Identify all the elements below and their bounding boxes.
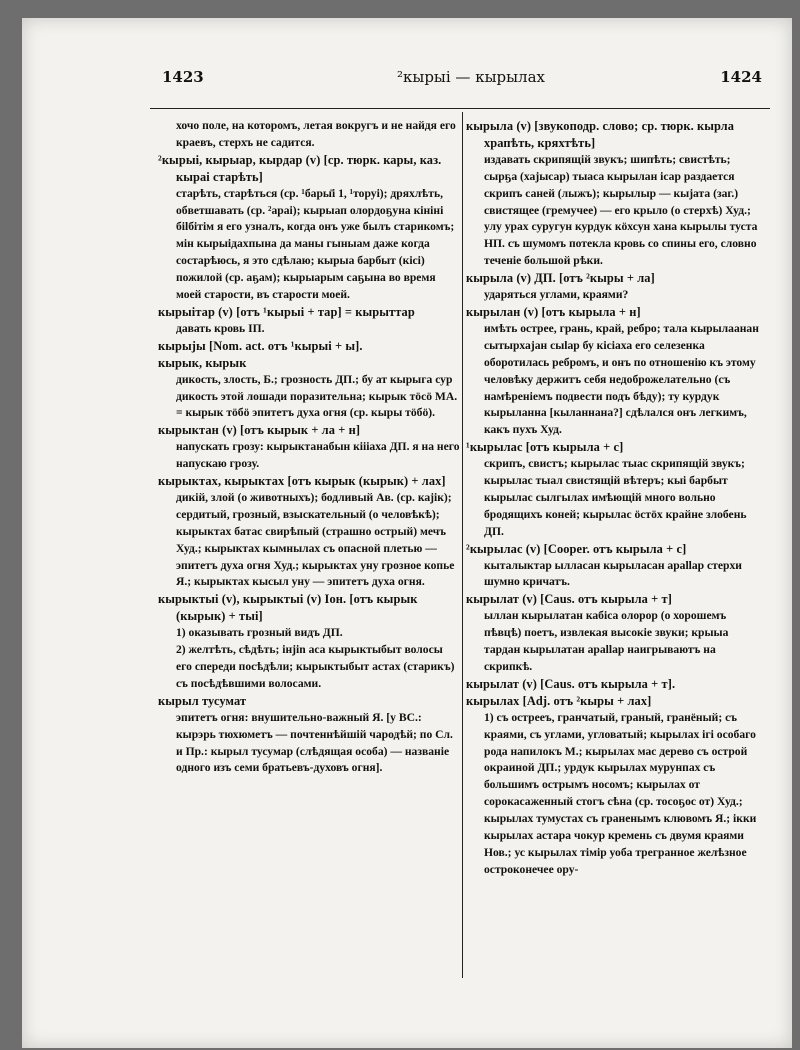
entry-definition: напускать грозу: кырыктанабын кіііаха ДП. я на него напускаю грозу. <box>176 440 460 471</box>
entry-definition: давать кровь ІП. <box>176 321 265 335</box>
dictionary-entry: кырылан (v) [отъ кырыла + н] <box>466 304 641 319</box>
dictionary-entry: кырыктан (v) [отъ кырык + ла + н] <box>158 423 361 438</box>
running-title: ²кырыі — кырылах <box>397 68 545 86</box>
dictionary-entry: кырыктах, кырыктах [отъ кырык (кырык) + лах] <box>158 474 446 489</box>
entry-definition: ударяться углами, краями? <box>484 288 629 302</box>
dictionary-entry: кырыл тусумат <box>158 693 247 708</box>
left-column <box>158 118 460 777</box>
entry-definition: эпитетъ огня: внушительно-важный Я. [у ВС.: кырэрь тюхюметъ — почтеннѣйшій чародѣй; по Сл. и Пр.: кырыл тусумар (слѣдящая особа) — названіе одного изъ семи братьевъ-духовъ огня]. <box>176 710 453 775</box>
dictionary-entry: ¹кырылас [отъ кырыла + с] <box>466 440 624 455</box>
dictionary-entry: кырылат (v) [Caus. отъ кырыла + т]. <box>466 676 676 691</box>
dictionary-entry: ²кырылас (v) [Cooper. отъ кырыла + с] <box>466 541 687 556</box>
entry-continuation: хочо поле, на которомъ, летая вокругъ и не найдя его краевъ, стерхъ не садится. <box>176 119 456 149</box>
entry-definition: дикость, злость, Б.; грозность ДП.; бу ат кырыга сур дикость этой лошади поразительна; кырык тöсö МА. = кырык тöбö эпитетъ духа огня (ср. кыры тöбö). <box>176 372 458 420</box>
dictionary-entry: кырыітар (v) [отъ ¹кырыі + тар] = кырыттар <box>158 304 415 319</box>
entry-definition: издавать скрипящій звукъ; шипѣть; свистѣть; сырҕа (хаjысар) тыаса кырылан ісар раздается скрипъ саней (лыжъ); кырылыр — кыjата (заг.) свистящее (гремучее) — его крыло (о стерхѣ) Худ.; улу урах суругун курдук кöхсун хана кырылы туста НП. съ шумомъ потекла кровь со спины его, словно теченіе большой рѣки. <box>484 152 758 268</box>
dictionary-entry: ²кырыі, кырыар, кырдар (v) [ср. тюрк. кары, каз. кырai старѣть] <box>158 152 442 184</box>
entry-definition: кыталыктар ылласан кырыласан араllар стерхи шумно кричатъ. <box>484 558 742 589</box>
entry-definition: дикій, злой (о животныхъ); бодливый Ав. (ср. каjік); сердитый, грозный, взыскательный (о человѣкѣ); кырыктах батас свирѣпый (страшно острый) мечъ Худ.; кырыктах кымнылах съ опасной плетью — эпитетъ духа огня Худ.; кырыктах уну грозное копье Я.; кырыктах кысыл уну — эпитетъ духа огня. <box>176 490 455 589</box>
entry-definition: ыллан кырылатан кабіса олорор (о хорошемъ пѣвцѣ) поетъ, извлекая высокіе звуки; крыыа тардан кырылатан араllар наигрываютъ на скрипкѣ. <box>484 609 729 673</box>
header-rule <box>150 108 770 109</box>
entry-sense: 1) оказывать грозный видъ ДП. <box>176 626 343 640</box>
dictionary-entry: кырыjы [Nom. act. отъ ¹кырыі + ы]. <box>158 338 363 353</box>
dictionary-entry: кырык, кырык <box>158 355 247 370</box>
dictionary-entry: кырыктыі (v), кырыктыі (v) Іон. [отъ кырык (кырык) + тыі] <box>158 592 418 624</box>
page-number-right: 1424 <box>720 68 762 86</box>
dictionary-entry: кырыла (v) ДП. [отъ ²кыры + ла] <box>466 271 655 286</box>
entry-sense: 2) желтѣть, сѣдѣть; інjіn аса кырыктыбыт волосы его спереди посѣдѣли; кырыктыбыт астах (старикъ) съ посѣдѣвшими волосами. <box>176 643 455 690</box>
page-header <box>162 68 762 90</box>
entry-definition: старѣть, старѣться (ср. ¹бары̄i 1, ¹торуі); дряхлѣть, обветшавать (ср. ²араі); кырыап олордоҕуна кініні біlбітім я его узналъ, когда онъ уже былъ старикомъ; мін кырыідахпына да маны гыныам даже когда состарѣюсь, я это сдѣлаю; кырыа барбыт (кісі) пожилой (ср. аҕам); кырыарым саҕына во время моей старости, въ старости моей. <box>176 186 455 302</box>
dictionary-entry: кырыла (v) [звукоподр. слово; ср. тюрк. кырла храпѣть, кряхтѣть] <box>466 119 735 150</box>
dictionary-entry: кырылах [Adj. отъ ²кыры + лах] <box>466 693 652 708</box>
dictionary-entry: кырылат (v) [Caus. отъ кырыла + т] <box>466 592 672 607</box>
page-number-left: 1423 <box>162 68 204 86</box>
dictionary-page <box>22 18 792 1048</box>
entry-definition: имѣть острее, грань, край, ребро; тала кырылаанан сытырхаjан сыlар бу кісiaха его селезенка оборотилась ребромъ, и онъ по отношенію къ этому человѣку держитъ себя недоброжелательно (съ намѣреніемъ подвести подъ бѣду); ту курдук кырыланна [кыланнана?] сдѣлался онъ легкимъ, какъ пухъ Худ. <box>484 321 759 437</box>
entry-sense: 1) съ острееъ, гранчатый, граный, гранёный; съ краями, съ углами, угловатый; кырылах ігі особаго рода напилокъ М.; кырылах мас дерево съ острой окраиной ДП.; урдук кырылах мурунпах съ большимъ острымъ носомъ; кырылах от сорокасаженный стогъ сѣна (ср. тосоҕос от) Худ.; кырылах тумустах съ граненымъ клювомъ Я.; ікки кырылах астара чокур кремень съ двумя краями Нов.; ус кырылах тімір уоба трегранное желѣзное остроконечее ору- <box>484 710 757 876</box>
entry-definition: скрипъ, свистъ; кырылас тыас скрипящій звукъ; кырылас тыал свистящій вѣтеръ; кыі барбыт кырылас сылгылах имѣющій много вольно бродящихъ коней; кырылас öстöх крайне злобень ДП. <box>484 457 747 538</box>
column-divider <box>462 112 463 978</box>
right-column <box>466 118 766 879</box>
